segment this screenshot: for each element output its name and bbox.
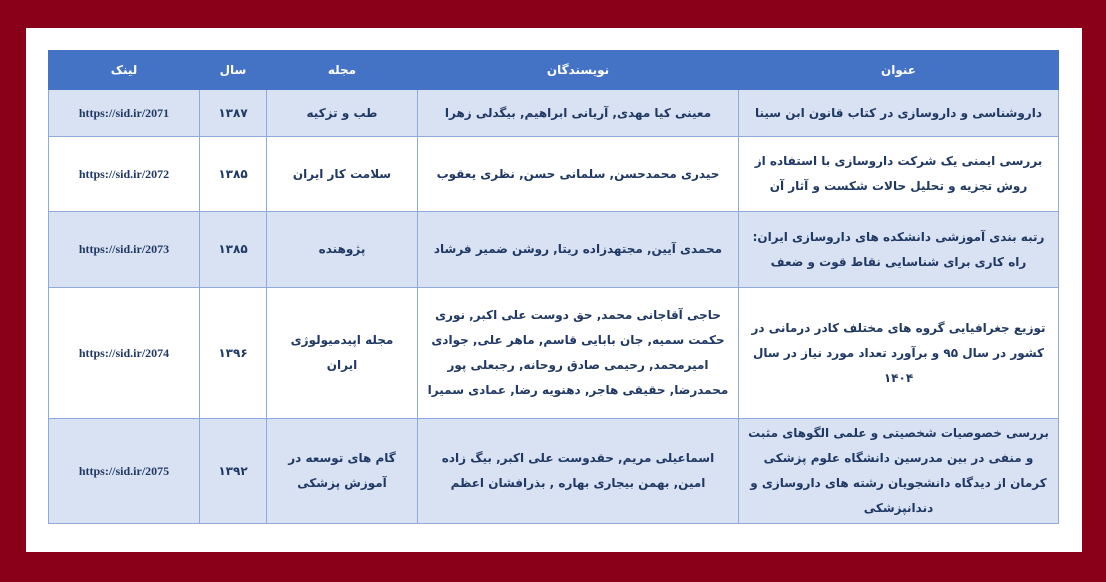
authors-cell: حیدری محمدحسن, سلمانی حسن, نظری یعقوب (418, 137, 739, 212)
journal-cell: پژوهنده (267, 212, 418, 288)
year-cell: ۱۳۹۲ (200, 419, 267, 524)
header-year: سال (200, 51, 267, 90)
authors-cell: محمدی آیین, مجتهدزاده ریتا, روشن ضمیر فرشاد (418, 212, 739, 288)
authors-cell: معینی کیا مهدی, آریانی ابراهیم, بیگدلی زهرا (418, 90, 739, 137)
title-cell: بررسی خصوصیات شخصیتی و علمی الگوهای مثبت و منفی در بین مدرسین دانشگاه علوم پزشکی کرمان از دیدگاه دانشجویان رشته های داروسازی و دندانپزشکی (739, 419, 1059, 524)
authors-cell: حاجی آقاجانی محمد, حق دوست علی اکبر, نوری حکمت سمیه, جان بابایی قاسم, ماهر علی, جوادی امیرمحمد, رحیمی صادق روحانه, رجبعلی پور محمدرضا, حقیقی هاجر, دهنویه رضا, عمادی سمیرا (418, 288, 739, 419)
journal-cell: مجله اپیدمیولوژی ایران (267, 288, 418, 419)
link-cell[interactable]: https://sid.ir/2073 (49, 212, 200, 288)
references-table (48, 50, 1059, 524)
table-row (49, 288, 1059, 419)
year-cell: ۱۳۹۶ (200, 288, 267, 419)
header-authors: نویسندگان (418, 51, 739, 90)
document-card (26, 28, 1082, 552)
title-cell: بررسی ایمنی یک شرکت داروسازی با استفاده از روش تجزیه و تحلیل حالات شکست و آثار آن (739, 137, 1059, 212)
table-row (49, 419, 1059, 524)
link-cell[interactable]: https://sid.ir/2071 (49, 90, 200, 137)
title-cell: توزیع جغرافیایی گروه های مختلف کادر درمانی در کشور در سال ۹۵ و برآورد تعداد مورد نیاز در سال ۱۴۰۴ (739, 288, 1059, 419)
year-cell: ۱۳۸۵ (200, 212, 267, 288)
table-header-row (49, 51, 1059, 90)
link-cell[interactable]: https://sid.ir/2074 (49, 288, 200, 419)
link-cell[interactable]: https://sid.ir/2072 (49, 137, 200, 212)
header-journal: مجله (267, 51, 418, 90)
year-cell: ۱۳۸۵ (200, 137, 267, 212)
title-cell: رتبه بندی آموزشی دانشکده های داروسازی ایران: راه کاری برای شناسایی نقاط قوت و ضعف (739, 212, 1059, 288)
authors-cell: اسماعیلی مریم, حقدوست علی اکبر, بیگ زاده امین, بهمن بیجاری بهاره , بذرافشان اعظم (418, 419, 739, 524)
year-cell: ۱۳۸۷ (200, 90, 267, 137)
journal-cell: گام های توسعه در آموزش پزشکی (267, 419, 418, 524)
title-cell: داروشناسی و داروسازی در کتاب قانون ابن سینا (739, 90, 1059, 137)
table-row (49, 90, 1059, 137)
header-link: لینک (49, 51, 200, 90)
journal-cell: طب و تزکیه (267, 90, 418, 137)
header-title: عنوان (739, 51, 1059, 90)
journal-cell: سلامت کار ایران (267, 137, 418, 212)
table-row (49, 137, 1059, 212)
table-row (49, 212, 1059, 288)
link-cell[interactable]: https://sid.ir/2075 (49, 419, 200, 524)
